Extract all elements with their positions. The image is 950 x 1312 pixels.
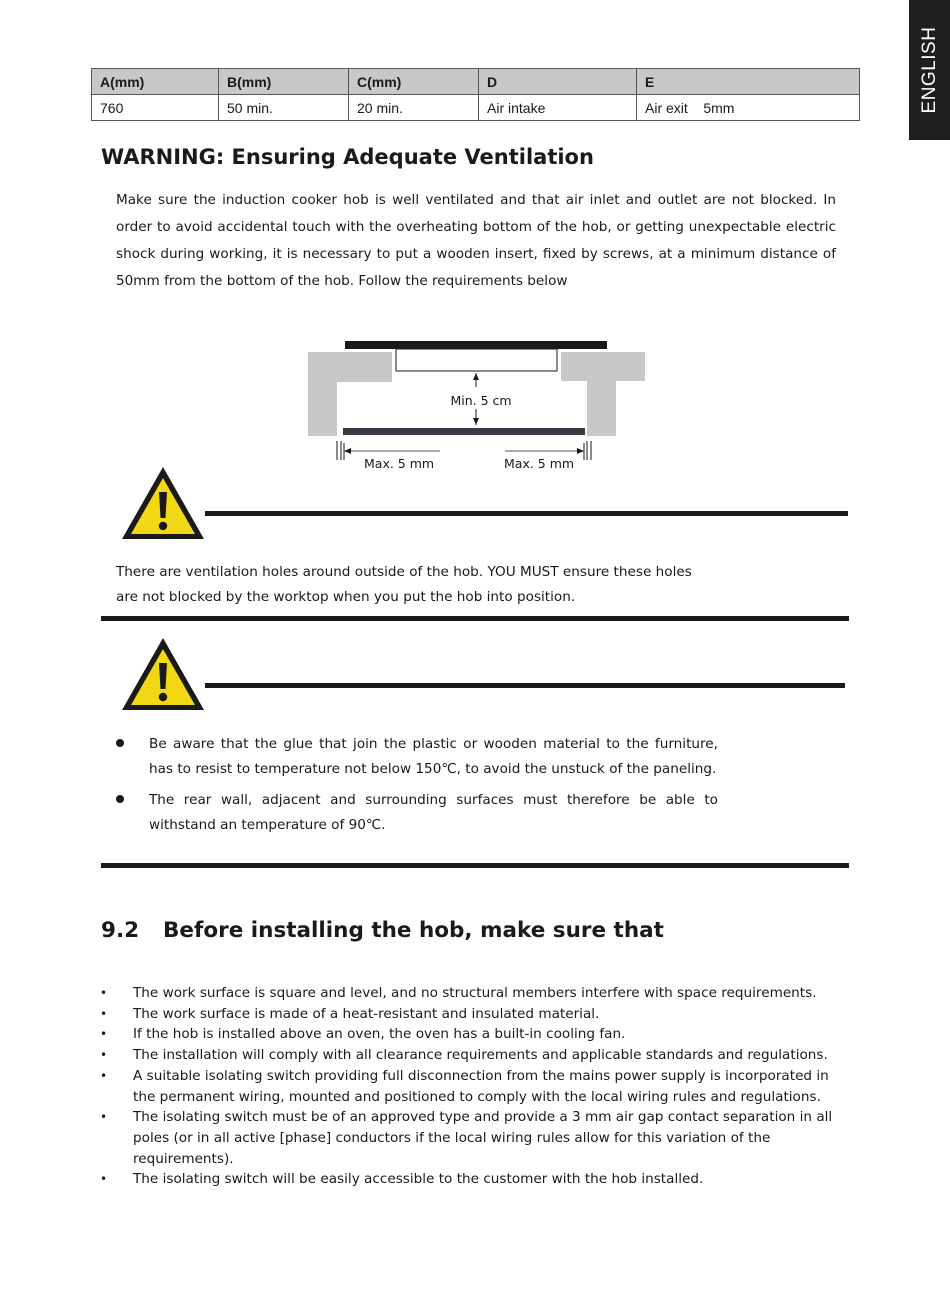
section-divider [101, 863, 849, 868]
arrow-right-icon [577, 448, 584, 454]
list-item [116, 788, 718, 838]
max-gap-right-label: Max. 5 mm [504, 456, 575, 471]
list-item [100, 1066, 852, 1107]
list-item [100, 1045, 852, 1066]
ventilation-note-line: are not blocked by the worktop when you put the hob into position. [116, 589, 576, 605]
ventilation-diagram [300, 335, 660, 485]
requirement-text: The work surface is square and level, and no structural members interfere with space requirements. [133, 985, 817, 1001]
hob-body [396, 349, 557, 371]
list-item [100, 1004, 852, 1025]
bullet-icon [116, 739, 124, 747]
language-tab [909, 0, 950, 140]
language-tab-label: ENGLISH [918, 26, 940, 114]
requirement-text: The work surface is made of a heat-resistant and insulated material. [133, 1005, 600, 1022]
warning-paragraph: Make sure the induction cooker hob is well ventilated and that air inlet and outlet are not blocked. In order to avoid accidental touch with the overheating bottom of the hob, or getting unexpectable electric shock during working, it is necessary to put a wooden insert, fixed by screws, at a minimum distance of 50mm from the bottom of the hob. Follow the requirements below [116, 192, 836, 289]
section-title: Before installing the hob, make sure that [163, 918, 664, 943]
section-divider [101, 616, 849, 621]
max-gap-left-label: Max. 5 mm [364, 456, 435, 471]
arrow-down-icon [473, 418, 479, 425]
requirements-list [100, 983, 852, 1190]
min-gap-label: Min. 5 cm [450, 393, 512, 408]
worktop-right [561, 352, 645, 436]
list-item [116, 732, 718, 782]
ventilation-note-line: There are ventilation holes around outside of the hob. YOU MUST ensure these holes [116, 564, 692, 580]
dimensions-table [91, 68, 860, 121]
requirement-text: The isolating switch will be easily accessible to the customer with the hob installed. [133, 1171, 704, 1188]
table-header-row [92, 69, 860, 95]
list-item [100, 983, 852, 1004]
table-row [92, 95, 860, 121]
table-cell: Air intake [479, 95, 637, 121]
warning-triangle-icon [120, 635, 206, 713]
caution-list [116, 732, 718, 844]
warning-rule [205, 511, 848, 516]
arrow-up-icon [473, 373, 479, 380]
requirement-text: The isolating switch must be of an approved type and provide a 3 mm air gap contact separation in all poles (or in all active [phase] conductors if the local wiring rules allow for this variation of the requirements). [133, 1109, 833, 1167]
warning-heading: WARNING: Ensuring Adequate Ventilation [101, 145, 594, 169]
hob-glass [345, 341, 607, 349]
arrow-left-icon [344, 448, 351, 454]
table-cell: 50 min. [219, 95, 349, 121]
caution-text: The rear wall, adjacent and surrounding surfaces must therefore be able to withstand an temperature of 90℃. [149, 792, 718, 833]
bullet-icon: • [100, 1027, 108, 1042]
list-item [100, 1169, 852, 1190]
table-cell: 20 min. [349, 95, 479, 121]
table-cell: 760 [92, 95, 219, 121]
table-header-cell: E [637, 69, 860, 95]
table-header-cell: B(mm) [219, 69, 349, 95]
worktop-left [308, 352, 392, 436]
bullet-icon: • [100, 986, 108, 1000]
list-item [100, 1024, 852, 1045]
list-item [100, 1107, 852, 1169]
bullet-icon: • [100, 1172, 108, 1187]
table-header-cell: C(mm) [349, 69, 479, 95]
caution-text: Be aware that the glue that join the plastic or wooden material to the furniture, has to resist to temperature not below 150℃, to avoid the unstuck of the paneling. [149, 736, 718, 777]
table-cell: Air exit 5mm [637, 95, 860, 121]
wooden-insert [343, 428, 585, 435]
warning-rule [205, 683, 845, 688]
bullet-icon [116, 795, 124, 803]
bullet-icon: • [100, 1110, 108, 1125]
bullet-icon: • [100, 1006, 108, 1021]
requirement-text: If the hob is installed above an oven, the oven has a built-in cooling fan. [133, 1026, 626, 1043]
section-number: 9.2 [101, 918, 140, 943]
section-heading [101, 918, 664, 943]
table-header-cell: D [479, 69, 637, 95]
requirement-text: The installation will comply with all clearance requirements and applicable standards and regulations. [133, 1047, 828, 1064]
bullet-icon: • [100, 1068, 108, 1083]
table-header-cell: A(mm) [92, 69, 219, 95]
warning-triangle-icon [120, 464, 206, 542]
requirement-text: A suitable isolating switch providing full disconnection from the mains power supply is incorporated in the permanent wiring, mounted and positioned to comply with the local wiring rules and regulations. [133, 1067, 829, 1105]
bullet-icon: • [100, 1048, 108, 1063]
